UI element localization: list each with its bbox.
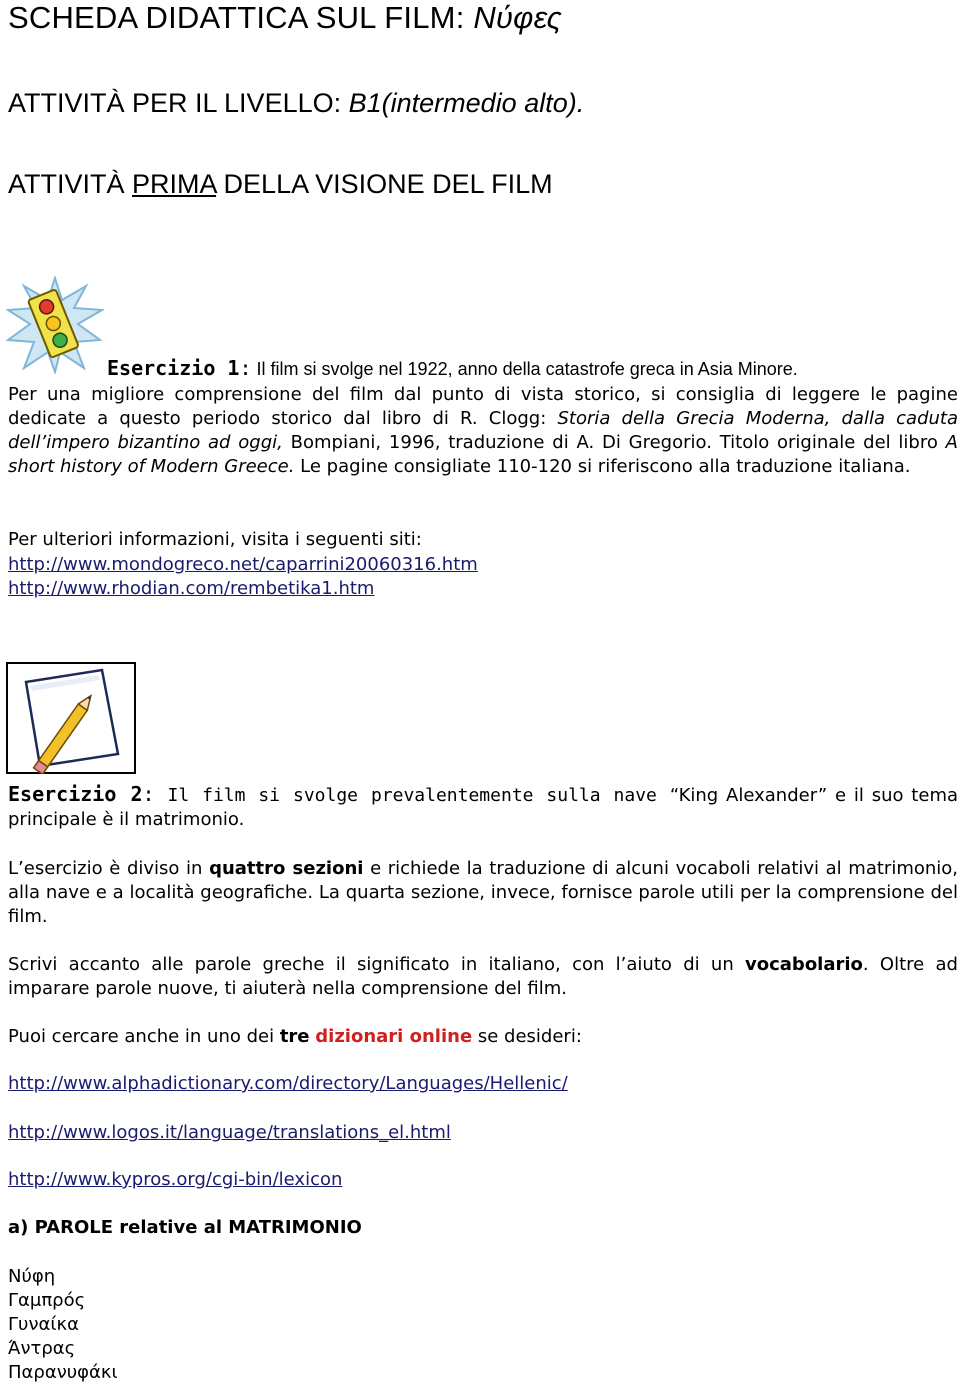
- ex2-p1-post: e richiede la traduzione di alcuni vocaboli relativi al matrimonio, alla nave e a località geografiche. La quarta sezione, invece, fornisce parole utili per la comprensione del film.: [8, 858, 959, 927]
- ex2-description: [8, 857, 958, 929]
- ex2-p3-post: se desideri:: [472, 1026, 582, 1047]
- level-label: ATTIVITÀ PER IL LIVELLO: [8, 88, 334, 118]
- ex1-p3: Le pagine consigliate 110-120 si riferiscono alla traduzione italiana.: [294, 456, 911, 477]
- ex2-p2-pre: Scrivi accanto alle parole greche il significato in italiano, con l’aiuto di un: [8, 954, 746, 975]
- traffic-light-icon: [6, 276, 104, 374]
- ex2-dictionaries-note: [8, 1025, 582, 1049]
- title-text: SCHEDA DIDATTICA SUL FILM:: [8, 0, 474, 35]
- ex2-p1-bold: quattro sezioni: [209, 858, 364, 879]
- ex1-first-line: [107, 356, 798, 382]
- ex2-rest: e il suo tema principale è il matrimonio.: [8, 785, 959, 830]
- ex2-p1-pre: L’esercizio è diviso in: [8, 858, 210, 879]
- ex1-p2: Bompiani, 1996, traduzione di A. Di Gregorio. Titolo originale del libro: [282, 432, 946, 453]
- word-list-item: Νύφη: [8, 1266, 56, 1287]
- section-heading-post: DELLA VISIONE DEL FILM: [216, 169, 553, 199]
- ex2-first: Il film si svolge prevalentemente sulla nave: [154, 785, 670, 806]
- word-list-item: Γυναίκα: [8, 1314, 79, 1335]
- word-list-item: Άντρας: [8, 1338, 76, 1359]
- word-list-item: Γαμπρός: [8, 1290, 86, 1311]
- ex2-p3-red: dizionari online: [315, 1026, 473, 1047]
- ex1-more-info: Per ulteriori informazioni, visita i seguenti siti:: [8, 529, 422, 550]
- level-colon: :: [333, 88, 349, 118]
- ex1-paragraph: [8, 383, 958, 479]
- ship-name: “King Alexander”: [669, 785, 828, 806]
- level-heading: [8, 86, 584, 120]
- page-title: [8, 0, 562, 36]
- word-list-item: Παρανυφάκι: [8, 1362, 118, 1383]
- ex2-p3-pre: Puoi cercare anche in uno dei: [8, 1026, 280, 1047]
- section-a-title: a) PAROLE relative al MATRIMONIO: [8, 1217, 362, 1238]
- link-rhodian-text[interactable]: http://www.rhodian.com/rembetika1.htm: [8, 578, 375, 599]
- link-alphadictionary[interactable]: [8, 1072, 568, 1096]
- section-heading: [8, 167, 553, 201]
- link-logos-text[interactable]: http://www.logos.it/language/translations_el.html: [8, 1122, 451, 1143]
- link-mondogreco[interactable]: [8, 553, 478, 577]
- level-value: B1(intermedio alto).: [348, 88, 585, 118]
- ex2-colon: :: [142, 782, 155, 806]
- ex2-p3-bold: tre: [279, 1026, 310, 1047]
- link-logos[interactable]: [8, 1121, 451, 1145]
- link-alphadictionary-text[interactable]: http://www.alphadictionary.com/directory/Languages/Hellenic/: [8, 1073, 568, 1094]
- original-title: A short history of Modern Greece.: [8, 432, 958, 477]
- book-title: Storia della Grecia Moderna, dalla caduta dell’impero bizantino ad oggi,: [8, 408, 959, 453]
- ex2-intro: [8, 782, 958, 832]
- ex2-p2-bold: vocabolario: [745, 954, 863, 975]
- link-kypros[interactable]: [8, 1168, 342, 1192]
- section-heading-underlined: PRIMA: [132, 169, 217, 199]
- ex2-instruction: [8, 953, 958, 1001]
- link-kypros-text[interactable]: http://www.kypros.org/cgi-bin/lexicon: [8, 1169, 343, 1190]
- ex1-heading: Esercizio 1: [107, 356, 240, 380]
- ex1-p1: Per una migliore comprensione del film dal punto di vista storico, si consiglia di leggere le pagine dedicate a questo periodo storico dal libro di R. Clogg:: [8, 384, 958, 429]
- ex2-heading: Esercizio 2: [8, 782, 143, 806]
- film-title: Νύφες: [473, 0, 562, 35]
- link-rhodian[interactable]: [8, 577, 374, 601]
- ex1-first-sentence: Il film si svolge nel 1922, anno della catastrofe greca in Asia Minore.: [251, 359, 798, 379]
- section-heading-pre: ATTIVITÀ: [8, 169, 133, 199]
- link-mondogreco-text[interactable]: http://www.mondogreco.net/caparrini20060316.htm: [8, 554, 478, 575]
- ex1-colon: :: [239, 356, 252, 380]
- ex2-p2-post: . Oltre ad imparare parole nuove, ti aiuterà nella comprensione del film.: [8, 954, 958, 999]
- notepad-pencil-icon: [6, 662, 136, 774]
